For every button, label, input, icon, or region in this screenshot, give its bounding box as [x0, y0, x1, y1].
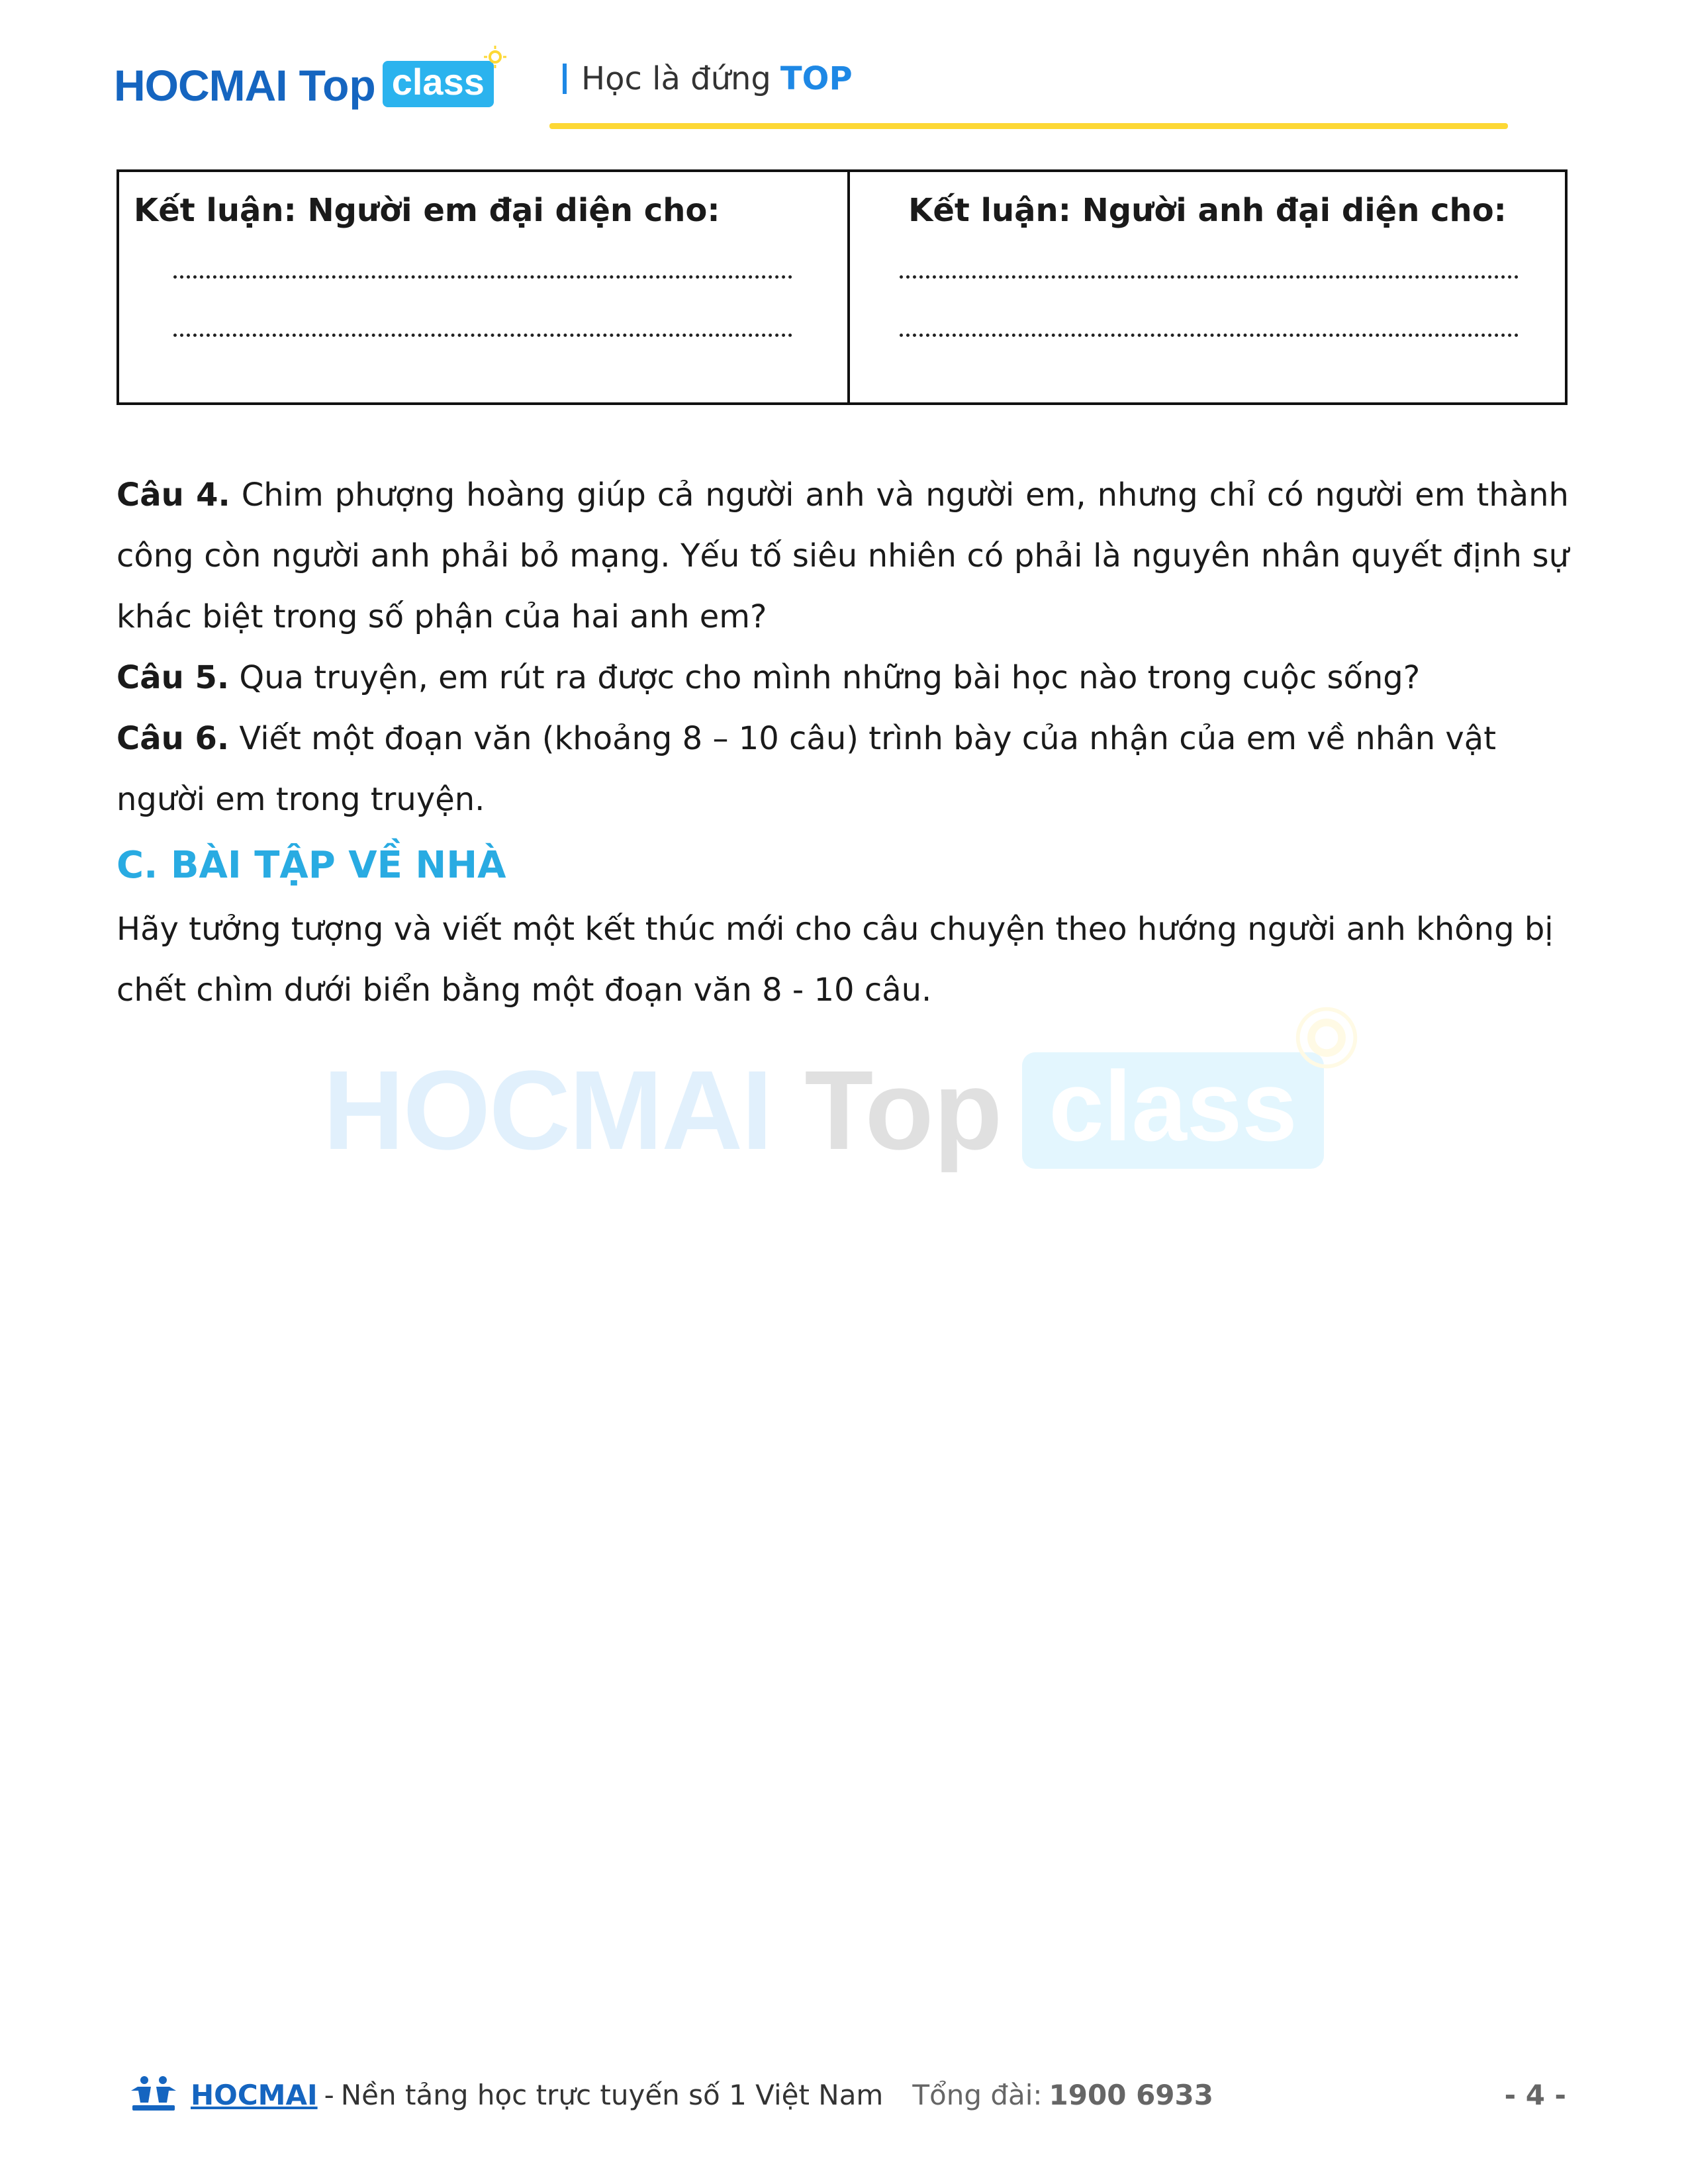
- sun-icon: [483, 45, 507, 69]
- homework-text: Hãy tưởng tượng và viết một kết thúc mới cho câu chuyện theo hướng người anh không bị chết chìm dưới biển bằng một đoạn văn 8 - 10 câu.: [117, 911, 1554, 1009]
- answer-dotted-line: [900, 334, 1519, 337]
- tagline-emphasis: TOP: [780, 60, 853, 97]
- footer-hotline-label: Tổng đài:: [912, 2078, 1043, 2111]
- footer-slogan: Nền tảng học trực tuyến số 1 Việt Nam: [340, 2078, 884, 2111]
- conclusion-cell-younger-brother: [119, 172, 850, 402]
- question-5: [117, 647, 1569, 708]
- question-label: Câu 5.: [117, 659, 230, 696]
- footer-hotline-number: 1900 6933: [1049, 2078, 1213, 2111]
- footer-brand-link[interactable]: HOCMAI: [191, 2078, 318, 2111]
- header-tagline: [563, 56, 853, 102]
- watermark-class: class: [1049, 1050, 1297, 1161]
- homework-heading: C. BÀI TẬP VỀ NHÀ: [117, 844, 506, 887]
- watermark-class-badge: [1022, 1052, 1323, 1169]
- brand-logo: [114, 48, 494, 110]
- question-text: Qua truyện, em rút ra được cho mình những bài học nào trong cuộc sống?: [239, 659, 1421, 696]
- watermark-hocmai: HOCMAI: [323, 1048, 772, 1173]
- header-underline: [549, 123, 1508, 129]
- question-text: Viết một đoạn văn (khoảng 8 – 10 câu) trình bày của nhận của em về nhân vật người em trong truyện.: [117, 720, 1497, 818]
- answer-dotted-line: [173, 275, 792, 279]
- logo-class-badge: [383, 61, 494, 107]
- question-4: [117, 465, 1569, 647]
- watermark-logo: [323, 1048, 1324, 1173]
- page-number: - 4 -: [1504, 2078, 1566, 2111]
- question-text: Chim phượng hoàng giúp cả người anh và người em, nhưng chỉ có người em thành công còn người anh phải bỏ mạng. Yếu tố siêu nhiên có phải là nguyên nhân quyết định sự khác biệt trong số phận của hai anh em?: [117, 477, 1569, 635]
- page-footer: [130, 2071, 1566, 2118]
- conclusion-title-younger: Kết luận: Người em đại diện cho:: [134, 192, 720, 229]
- logo-class-text: class: [391, 61, 485, 103]
- tagline-divider: [563, 64, 567, 94]
- question-label: Câu 6.: [117, 720, 230, 757]
- footer-separator: -: [324, 2078, 334, 2111]
- tagline-text: Học là đứng: [581, 60, 771, 97]
- question-6: [117, 708, 1569, 830]
- answer-dotted-line: [173, 334, 792, 337]
- hocmai-people-icon: [130, 2073, 177, 2116]
- conclusion-cell-older-brother: [850, 172, 1565, 402]
- worksheet-body: [117, 465, 1569, 1021]
- logo-top-text: Top: [299, 61, 376, 110]
- sun-icon: [1292, 1003, 1361, 1072]
- answer-dotted-line: [900, 275, 1519, 279]
- conclusion-table: [117, 169, 1568, 405]
- watermark-top: Top: [804, 1048, 1003, 1173]
- question-label: Câu 4.: [117, 477, 230, 514]
- logo-hocmai-text: HOCMAI: [114, 61, 287, 110]
- conclusion-title-older: Kết luận: Người anh đại diện cho:: [908, 192, 1507, 229]
